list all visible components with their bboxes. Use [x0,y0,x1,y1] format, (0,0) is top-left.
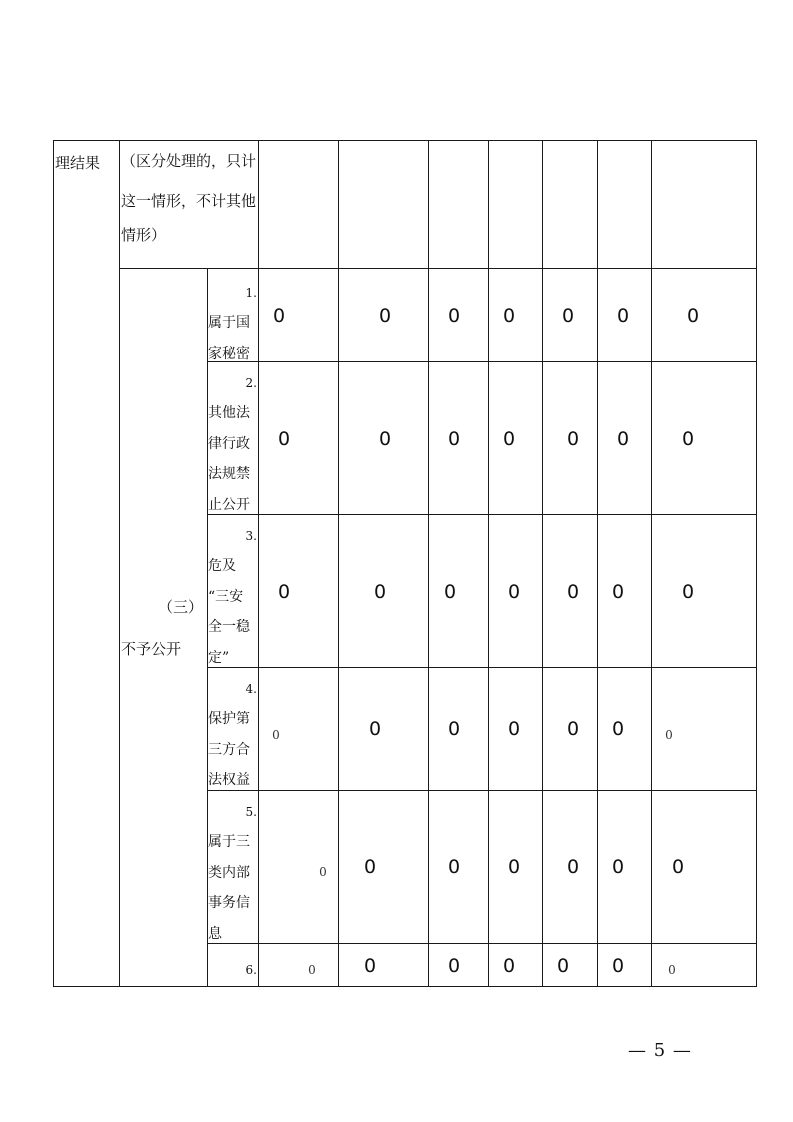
row-header-note [121,146,256,250]
value-cell: 0 [378,305,392,327]
row-number: 5. [245,805,257,819]
value-cell: 0 [616,428,630,450]
row-label-line: 定” [208,649,230,666]
grid-line [207,667,756,668]
row-label-line: 保护第 [208,711,250,728]
row-number: 1. [245,286,257,300]
value-cell: 0 [668,963,676,977]
value-cell: 0 [507,581,521,603]
row-label-line: 属于国 [208,315,250,332]
value-cell: 0 [319,865,327,879]
row-label-line: 事务信 [208,895,250,912]
row-label-line: 律行政 [208,435,250,452]
value-cell: 0 [443,581,457,603]
row-number: 3. [245,529,257,543]
row-label-line: 全一稳 [208,619,250,636]
note-line: 这一情形，不计其他 [121,192,257,210]
value-cell: 0 [507,856,521,878]
value-cell: 0 [447,428,461,450]
value-cell: 0 [616,305,630,327]
value-cell: 0 [447,856,461,878]
value-cell: 0 [277,581,291,603]
value-cell: 0 [556,955,570,977]
value-cell: 0 [566,856,580,878]
row-header-label: 理结果 [55,154,101,172]
value-cell: 0 [447,955,461,977]
row-label-line: “三安 [208,588,244,605]
value-cell: 0 [566,718,580,740]
row-number: 6. [245,963,257,977]
value-cell: 0 [611,718,625,740]
grid-line [258,140,259,987]
value-cell: 0 [566,581,580,603]
row-4-label [205,674,257,796]
grid-line [207,943,756,944]
section-label-number: （三） [158,598,204,616]
section-label-text: 不予公开 [121,640,182,658]
value-cell: 0 [681,581,695,603]
value-cell: 0 [502,428,516,450]
row-label-line: 息 [208,925,222,942]
value-cell: 0 [671,856,685,878]
value-cell: 0 [561,305,575,327]
value-cell: 0 [681,428,695,450]
grid-line [651,140,652,987]
value-cell: 0 [447,718,461,740]
row-label-line: 危及 [208,558,236,575]
value-cell: 0 [447,305,461,327]
row-label-line: 三方合 [208,741,250,758]
value-cell: 0 [373,581,387,603]
value-cell: 0 [363,856,377,878]
grid-line [488,140,489,987]
value-cell: 0 [368,718,382,740]
row-label-line: 止公开 [208,496,250,513]
row-2-label [205,368,257,520]
grid-line [542,140,543,987]
value-cell: 0 [665,728,673,742]
value-cell: 0 [502,955,516,977]
grid-line [428,140,429,987]
value-cell: 0 [272,305,286,327]
grid-line [207,361,756,362]
value-cell: 0 [272,728,280,742]
grid-line [597,140,598,987]
row-label-line: 法权益 [208,772,250,789]
row-3-label [205,521,257,673]
value-cell: 0 [507,718,521,740]
row-label-line: 法规禁 [208,466,250,483]
value-cell: 0 [611,955,625,977]
row-label-line: 其他法 [208,405,250,422]
row-label-line: 属于三 [208,834,250,851]
value-cell: 0 [566,428,580,450]
row-1-label [205,278,257,369]
row-label-line: 类内部 [208,864,250,881]
note-line: （区分处理的，只计 [121,152,257,170]
value-cell: 0 [378,428,392,450]
row-label-line: 家秘密 [208,345,250,362]
grid-line [338,140,339,987]
grid-line [207,790,756,791]
value-cell: 0 [502,305,516,327]
grid-line [207,514,756,515]
row-6-label [205,955,257,985]
value-cell: 0 [611,581,625,603]
row-5-label [205,797,257,949]
grid-line [119,140,120,987]
value-cell: 0 [308,963,316,977]
value-cell: 0 [277,428,291,450]
value-cell: 0 [686,305,700,327]
grid-line [119,268,756,269]
grid-line [53,140,54,987]
page-number: — 5 — [628,1040,692,1061]
value-cell: 0 [611,856,625,878]
row-number: 2. [245,376,257,390]
note-line: 情形） [121,226,167,244]
grid-line [756,140,757,987]
row-number: 4. [245,682,257,696]
value-cell: 0 [363,955,377,977]
